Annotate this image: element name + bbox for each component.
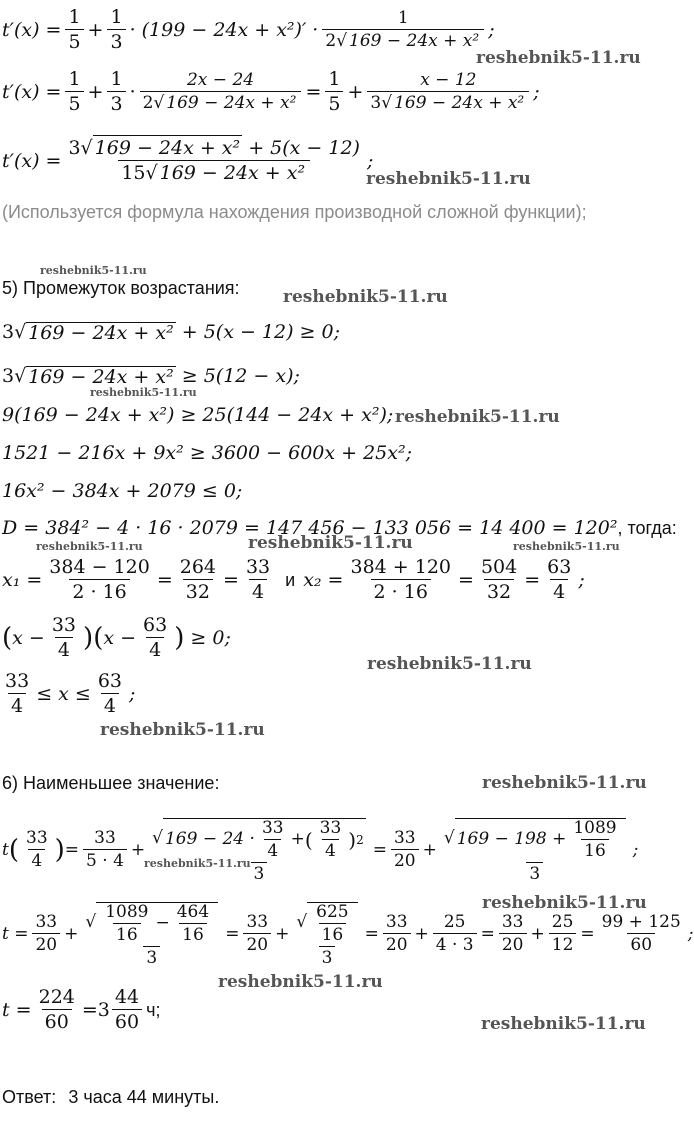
radical-fraction: √ 169 − 24 · $\frac{33}{4}$ + ( $\frac{33}{4}$ ) 2 3 bbox=[152, 817, 364, 884]
section-6-heading: 6) Наименьшее значение: bbox=[2, 773, 220, 793]
fraction: $\frac{1}{5}$ bbox=[65, 8, 83, 52]
watermark: reshebnik5-11.ru bbox=[144, 857, 251, 870]
derivative-line-3: t′(x) = $\frac{\text{3√ 169 − 24x + x² + 5(x − 12)}}{\text{15√ 169 − 24x + x²}}$ ; bbox=[2, 137, 374, 184]
radical-fraction: √ 169 − 198 + $\frac{1089}{16}$ 3 bbox=[441, 818, 629, 883]
watermark: reshebnik5-11.ru bbox=[40, 264, 147, 277]
expression: · (199 − 24x + x²)′ · bbox=[129, 18, 319, 41]
watermark: reshebnik5-11.ru bbox=[36, 540, 143, 553]
roots-line: x₁ = $\frac{384 - 120}{2 \cdot 16}$ = $\frac{264}{32}$ = $\frac{33}{4}$ и x₂ = $\frac{384 + 120}{2 \cdot 16}$ = $\frac{504}{32}$ = $\frac{63}{4}$ ; bbox=[2, 556, 585, 603]
watermark: reshebnik5-11.ru bbox=[100, 720, 265, 740]
answer-line: Ответ: 3 часа 44 минуты. bbox=[2, 1087, 220, 1107]
radical-fraction: √ $\frac{625}{16}$ 3 bbox=[293, 902, 360, 967]
derivative-line-2: t′(x) = $\frac{1}{5}$ + $\frac{1}{3}$ · $\frac{2x - 24}{\text{2√ 169 − 24x + x²}}$ = $\frac{1}{5}$ + $\frac{x - 12}{\text{3√ 169 − 24x + x²}}$ ; bbox=[2, 68, 540, 115]
fraction: $\frac{1}{3}$ bbox=[107, 8, 125, 52]
inequality-4: 1521 − 216x + 9x² ≥ 3600 − 600x + 25x²; bbox=[2, 441, 412, 464]
watermark: reshebnik5-11.ru bbox=[283, 287, 448, 307]
fraction: $\frac{x - 12}{\text{3√ 169 − 24x + x²}}$ bbox=[367, 72, 529, 112]
fraction: $\frac{2x - 24}{\text{2√ 169 − 24x + x²}}$ bbox=[140, 72, 302, 112]
watermark: reshebnik5-11.ru bbox=[367, 654, 532, 674]
radical-fraction: √ $\frac{1089}{16}$ − $\frac{464}{16}$ 3 bbox=[82, 902, 221, 967]
minimum-line-2: t = $\frac{33}{20}$ + √ $\frac{1089}{16}$ − $\frac{464}{16}$ 3 = $\frac{33}{20}$ + √ $\frac{625}{16}$ 3 = $\frac{33}{20}$ + $\frac{25}{4 \cdot 3}$ = $\frac{33}{20}$ + $\frac{25}{12}$ = $\frac{99 + 125}{60}$ ; bbox=[2, 901, 694, 968]
minimum-line-1: t ( $\frac{33}{4}$ ) = $\frac{33}{5 \cdot 4}$ + √ 169 − 24 · $\frac{33}{4}$ + ( $\frac{33}{4}$ ) 2 3 = $\frac{33}{20}$ + √ 169 − 198 + $\frac{1089}{16}$ 3 ; bbox=[2, 817, 639, 884]
watermark: reshebnik5-11.ru bbox=[513, 540, 620, 553]
formula-note: (Используется формула нахождения производной сложной функции); bbox=[2, 202, 587, 222]
interval-result: $\frac{33}{4}$ ≤ x ≤ $\frac{63}{4}$ ; bbox=[5, 670, 136, 717]
watermark: reshebnik5-11.ru bbox=[395, 407, 560, 427]
watermark: reshebnik5-11.ru bbox=[481, 1014, 646, 1034]
watermark: reshebnik5-11.ru bbox=[482, 773, 647, 793]
watermark: reshebnik5-11.ru bbox=[476, 48, 641, 68]
inequality-3: 9(169 − 24x + x²) ≥ 25(144 − 24x + x²); bbox=[2, 403, 394, 426]
lhs: t′(x) = bbox=[2, 18, 62, 41]
inequality-1: 3 √ 169 − 24x + x² + 5(x − 12) ≥ 0; bbox=[2, 320, 341, 344]
derivative-line-1: t′(x) = $\frac{1}{5}$ + $\frac{1}{3}$ · (199 − 24x + x²)′ · $\frac{1}{\text{2√ 169 − 24x + x²}}$ ; bbox=[2, 6, 495, 53]
factored-inequality: ( x − $\frac{33}{4}$ ) ( x − $\frac{63}{4}$ ) ≥ 0; bbox=[2, 614, 231, 661]
inequality-2: 3 √ 169 − 24x + x² ≥ 5(12 − x); bbox=[2, 364, 300, 388]
watermark: reshebnik5-11.ru bbox=[482, 893, 647, 913]
watermark: reshebnik5-11.ru bbox=[218, 972, 383, 992]
watermark: reshebnik5-11.ru bbox=[366, 169, 531, 189]
discriminant: D = 384² − 4 · 16 · 2079 = 147 456 − 133 056 = 14 400 = 120² , тогда: bbox=[2, 516, 677, 539]
fraction: $\frac{\text{3√ 169 − 24x + x² + 5(x − 12)}}{\text{15√ 169 − 24x + x²}}$ bbox=[68, 137, 360, 184]
inequality-5: 16x² − 384x + 2079 ≤ 0; bbox=[2, 479, 243, 502]
fraction: $\frac{1}{\text{2√ 169 − 24x + x²}}$ bbox=[322, 10, 484, 50]
section-5-heading: 5) Промежуток возрастания: bbox=[2, 278, 240, 298]
watermark: reshebnik5-11.ru bbox=[90, 386, 197, 399]
minimum-line-3: t = $\frac{224}{60}$ = 3 $\frac{44}{60}$ ч; bbox=[2, 986, 161, 1033]
watermark: reshebnik5-11.ru bbox=[248, 533, 413, 553]
